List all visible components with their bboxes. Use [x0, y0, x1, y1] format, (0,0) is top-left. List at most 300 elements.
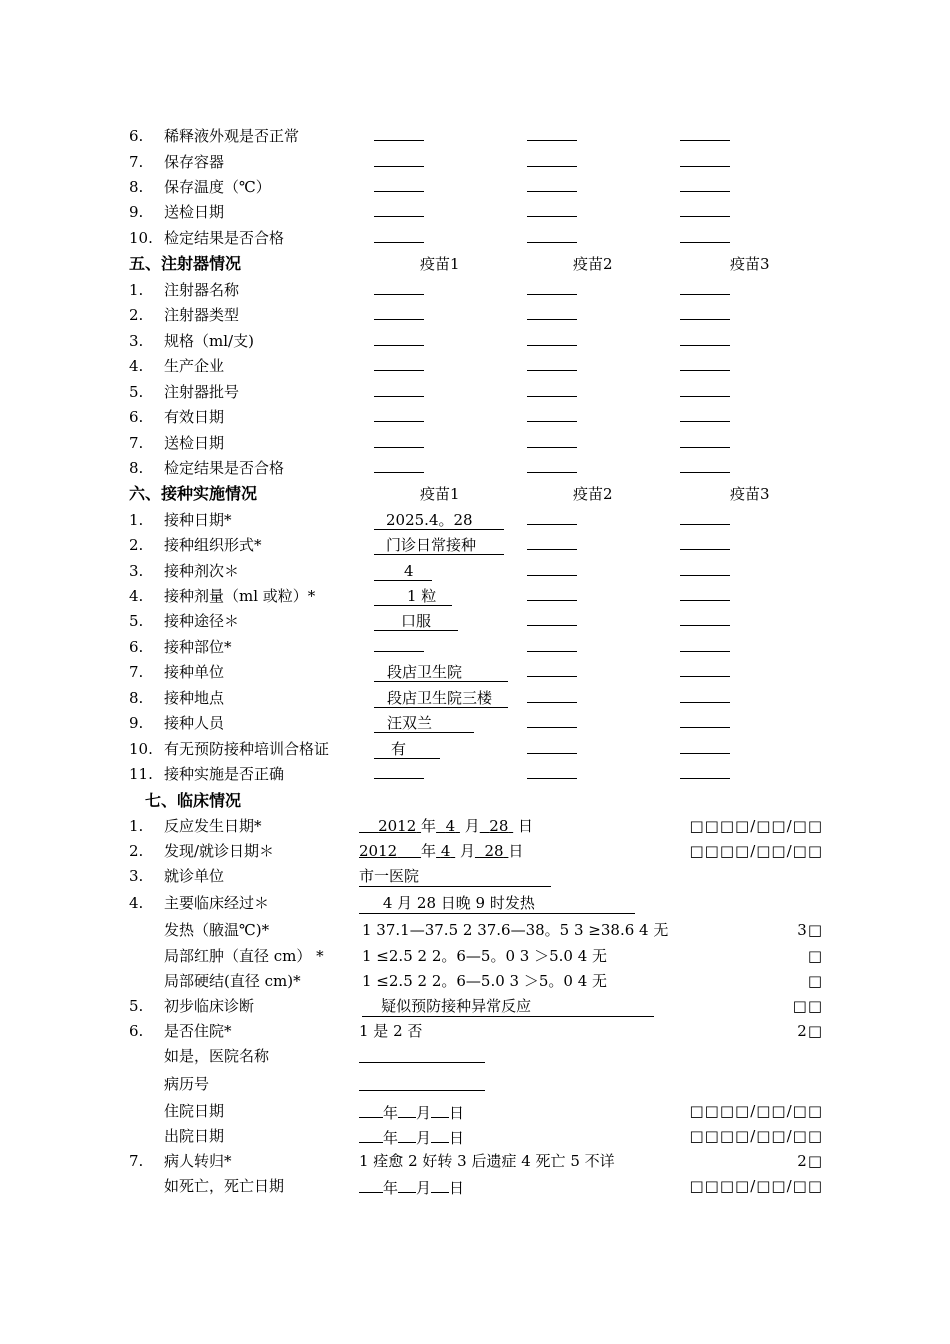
blank-line: [527, 329, 577, 346]
blank-line: [527, 508, 577, 525]
blank-line: [680, 200, 730, 217]
vaccine-1-field[interactable]: [374, 584, 452, 608]
form-row: [0, 124, 950, 148]
vaccine-2-field[interactable]: [527, 762, 577, 786]
form-row: [0, 175, 950, 199]
section-5-header: [0, 252, 950, 276]
vaccine-2-field[interactable]: [527, 175, 577, 199]
row-label: 检定结果是否合格: [164, 459, 285, 477]
section-title: 五、注射器情况: [129, 254, 242, 273]
hospital-name-field[interactable]: [359, 1044, 485, 1070]
blank-line: [374, 431, 424, 448]
blank-line: [374, 175, 424, 192]
vaccine-1-field[interactable]: [374, 124, 424, 148]
vaccine-3-field[interactable]: [680, 405, 730, 429]
vaccine-1-value: 门诊日常接种: [374, 535, 504, 555]
row-number: 7.: [129, 434, 144, 452]
blank-line: [527, 762, 577, 779]
vaccine-2-field[interactable]: [527, 609, 577, 633]
blank-line: [527, 303, 577, 320]
form-row: [0, 226, 950, 250]
vaccine-1-field[interactable]: [374, 380, 424, 404]
vaccine-2-field[interactable]: [527, 508, 577, 532]
redness-code-box[interactable]: □: [807, 947, 823, 965]
col-header-vaccine-3: 疫苗3: [730, 485, 770, 503]
blank-line: [527, 380, 577, 397]
row-number: 2.: [129, 842, 144, 860]
vaccine-1-field[interactable]: [374, 303, 424, 327]
vaccine-1-field[interactable]: [374, 635, 424, 659]
vaccine-2-field[interactable]: [527, 354, 577, 378]
row-number: 9.: [129, 203, 144, 221]
row-number: 4.: [129, 894, 144, 912]
death-date-field[interactable]: 年 月 日: [359, 1174, 464, 1200]
form-row: [0, 200, 950, 224]
row-number: 1.: [129, 511, 144, 529]
row-number: 2.: [129, 536, 144, 554]
blank-line: [680, 405, 730, 422]
vaccine-1-field[interactable]: [374, 660, 508, 684]
vaccine-3-field[interactable]: [680, 660, 730, 684]
row-label: 病人转归*: [164, 1152, 232, 1170]
row-label: 反应发生日期*: [164, 817, 262, 835]
form-row: [0, 660, 950, 684]
vaccine-1-value: 2025.4。28: [374, 510, 504, 530]
vaccine-2-field[interactable]: [527, 303, 577, 327]
vaccine-1-field[interactable]: [374, 329, 424, 353]
form-row: [0, 380, 950, 404]
row-number: 7.: [129, 1152, 144, 1170]
blank-line: [527, 737, 577, 754]
col-header-vaccine-3: 疫苗3: [730, 255, 770, 273]
vaccine-3-field[interactable]: [680, 711, 730, 735]
blank-line: [680, 329, 730, 346]
vaccine-1-value: 段店卫生院三楼: [374, 688, 508, 708]
diagnosis-value: 疑似预防接种异常反应: [381, 997, 532, 1015]
outcome-options: 1 痊愈 2 好转 3 后遗症 4 死亡 5 不详: [359, 1152, 615, 1170]
blank-line: [374, 226, 424, 243]
onset-date-row: [0, 814, 950, 838]
visit-date-row: [0, 839, 950, 863]
vaccine-2-field[interactable]: [527, 559, 577, 583]
blank-line: [374, 405, 424, 422]
visit-date-field[interactable]: 2012 年 4 月 28 日: [359, 842, 524, 860]
row-label: 规格（ml/支): [164, 332, 254, 350]
date-code-boxes[interactable]: □□□□/□□/□□: [689, 1177, 823, 1195]
row-number: 6.: [129, 1022, 144, 1040]
col-header-vaccine-1: 疫苗1: [420, 485, 460, 503]
row-label: 接种日期*: [164, 511, 232, 529]
form-row: [0, 303, 950, 327]
vaccine-3-field[interactable]: [680, 456, 730, 480]
date-code-boxes[interactable]: □□□□/□□/□□: [689, 842, 823, 860]
vaccine-3-field[interactable]: [680, 686, 730, 710]
vaccine-3-field[interactable]: [680, 737, 730, 761]
blank-line: [527, 635, 577, 652]
fever-options: 1 37.1—37.5 2 37.6—38。5 3 ≥38.6 4 无: [362, 921, 669, 939]
section-title: 六、接种实施情况: [129, 484, 258, 503]
vaccine-3-field[interactable]: [680, 200, 730, 224]
row-label: 保存温度（℃）: [164, 178, 271, 196]
form-row: [0, 533, 950, 557]
clinic-field[interactable]: [359, 864, 551, 888]
row-label: 保存容器: [164, 153, 225, 171]
vaccine-2-field[interactable]: [527, 278, 577, 302]
hospitalized-code-box[interactable]: 2□: [797, 1022, 823, 1040]
blank-line: [527, 686, 577, 703]
vaccine-2-field[interactable]: [527, 456, 577, 480]
vaccine-1-field[interactable]: [374, 508, 504, 532]
vaccine-1-field[interactable]: [374, 226, 424, 250]
row-number: 5.: [129, 997, 144, 1015]
blank-line: [374, 303, 424, 320]
row-label: 住院日期: [164, 1102, 225, 1120]
induration-options: 1 ≤2.5 2 2。6—5.0 3 ＞5。0 4 无: [362, 972, 608, 990]
blank-line: [527, 533, 577, 550]
hospitalized-options: 1 是 2 否: [359, 1022, 423, 1040]
vaccine-1-field[interactable]: [374, 150, 424, 174]
row-number: 4.: [129, 587, 144, 605]
blank-line: [374, 354, 424, 371]
diagnosis-code-boxes[interactable]: □□: [792, 997, 823, 1015]
blank-line: [527, 124, 577, 141]
form-row: [0, 762, 950, 786]
vaccine-3-field[interactable]: [680, 559, 730, 583]
vaccine-1-field[interactable]: [374, 456, 424, 480]
form-row: [0, 635, 950, 659]
blank-line: [680, 686, 730, 703]
blank-line: [680, 635, 730, 652]
blank-line: [527, 405, 577, 422]
vaccine-2-field[interactable]: [527, 405, 577, 429]
blank-line: [374, 635, 424, 652]
col-header-vaccine-2: 疫苗2: [573, 485, 613, 503]
row-label: 接种单位: [164, 663, 225, 681]
vaccine-2-field[interactable]: [527, 660, 577, 684]
form-row: [0, 354, 950, 378]
date-code-boxes[interactable]: □□□□/□□/□□: [689, 1102, 823, 1120]
vaccine-1-field[interactable]: [374, 609, 458, 633]
blank-line: [527, 200, 577, 217]
year-value: 2012: [359, 842, 398, 860]
day-value: 28: [489, 817, 509, 835]
hospitalized-row: [0, 1019, 950, 1043]
record-number-row: [0, 1072, 950, 1096]
blank-line: [680, 278, 730, 295]
fever-row: [0, 918, 950, 942]
row-label: 注射器类型: [164, 306, 240, 324]
vaccine-1-field[interactable]: [374, 686, 508, 710]
clinical-course-value: 4 月 28 日晚 9 时发热: [382, 894, 535, 912]
vaccine-1-field[interactable]: [374, 405, 424, 429]
form-row: [0, 431, 950, 455]
row-label: 局部硬结(直径 cm)*: [164, 972, 301, 990]
row-label: 如是，医院名称: [164, 1047, 270, 1065]
induration-row: [0, 969, 950, 993]
col-header-vaccine-1: 疫苗1: [420, 255, 460, 273]
blank-line: [527, 559, 577, 576]
vaccine-3-field[interactable]: [680, 150, 730, 174]
row-label: 发热（腋温℃)*: [164, 921, 270, 939]
blank-line: [527, 609, 577, 626]
blank-line: [680, 660, 730, 677]
vaccine-3-field[interactable]: [680, 584, 730, 608]
form-row: [0, 456, 950, 480]
vaccine-2-field[interactable]: [527, 226, 577, 250]
vaccine-1-field[interactable]: [374, 431, 424, 455]
col-header-vaccine-2: 疫苗2: [573, 255, 613, 273]
date-code-boxes[interactable]: □□□□/□□/□□: [689, 817, 823, 835]
vaccine-3-field[interactable]: [680, 278, 730, 302]
blank-line: [374, 278, 424, 295]
vaccine-2-field[interactable]: [527, 329, 577, 353]
section-6-header: [0, 482, 950, 506]
vaccine-2-field[interactable]: [527, 200, 577, 224]
row-number: 7.: [129, 153, 144, 171]
month-value: 4: [445, 817, 456, 835]
vaccine-3-field[interactable]: [680, 431, 730, 455]
discharge-date-row: [0, 1124, 950, 1148]
row-number: 5.: [129, 612, 144, 630]
row-number: 6.: [129, 127, 144, 145]
vaccine-1-field[interactable]: [374, 354, 424, 378]
blank-line: [527, 226, 577, 243]
row-label: 检定结果是否合格: [164, 229, 285, 247]
row-label: 注射器名称: [164, 281, 240, 299]
vaccine-2-field[interactable]: [527, 533, 577, 557]
blank-line: [527, 584, 577, 601]
diagnosis-row: [0, 994, 950, 1018]
row-number: 9.: [129, 714, 144, 732]
blank-line: [527, 431, 577, 448]
blank-line: [374, 150, 424, 167]
blank-line: [680, 226, 730, 243]
form-row: [0, 686, 950, 710]
vaccine-1-field[interactable]: [374, 200, 424, 224]
row-number: 11.: [129, 765, 153, 783]
blank-line: [527, 354, 577, 371]
blank-line: [680, 175, 730, 192]
row-number: 2.: [129, 306, 144, 324]
vaccine-1-value: 1 粒: [374, 586, 452, 606]
blank-line: [527, 278, 577, 295]
row-label: 如死亡，死亡日期: [164, 1177, 285, 1195]
vaccine-3-field[interactable]: [680, 635, 730, 659]
outcome-code-box[interactable]: 2□: [797, 1152, 823, 1170]
discharge-date-field[interactable]: 年 月 日: [359, 1124, 464, 1150]
admission-date-row: [0, 1099, 950, 1123]
vaccine-2-field[interactable]: [527, 380, 577, 404]
row-label: 接种途径＊: [164, 612, 240, 630]
vaccine-1-value: 有: [374, 739, 440, 759]
clinical-course-field[interactable]: [359, 891, 635, 915]
row-label: 接种剂量（ml 或粒）*: [164, 587, 316, 605]
form-row: [0, 329, 950, 353]
row-label: 接种部位*: [164, 638, 232, 656]
form-row: [0, 278, 950, 302]
vaccine-3-field[interactable]: [680, 329, 730, 353]
blank-line: [527, 711, 577, 728]
blank-line: [680, 456, 730, 473]
vaccine-3-field[interactable]: [680, 762, 730, 786]
row-label: 稀释液外观是否正常: [164, 127, 300, 145]
row-label: 接种组织形式*: [164, 536, 262, 554]
blank-line: [374, 329, 424, 346]
row-number: 6.: [129, 638, 144, 656]
row-label: 送检日期: [164, 203, 225, 221]
blank-line: [680, 737, 730, 754]
row-label: 接种人员: [164, 714, 225, 732]
row-number: 3.: [129, 332, 144, 350]
vaccine-1-value: 段店卫生院: [374, 662, 508, 682]
blank-line: [374, 380, 424, 397]
blank-line: [374, 200, 424, 217]
row-label: 发现/就诊日期＊: [164, 842, 275, 860]
hospital-name-row: [0, 1044, 950, 1068]
blank-line: [680, 508, 730, 525]
row-number: 1.: [129, 817, 144, 835]
row-label: 就诊单位: [164, 867, 225, 885]
vaccine-1-value: 汪双兰: [374, 713, 474, 733]
record-number-field[interactable]: [359, 1072, 485, 1098]
outcome-row: [0, 1149, 950, 1173]
blank-line: [680, 762, 730, 779]
row-label: 病历号: [164, 1075, 210, 1093]
row-number: 8.: [129, 459, 144, 477]
vaccine-3-field[interactable]: [680, 175, 730, 199]
redness-row: [0, 944, 950, 968]
vaccine-2-field[interactable]: [527, 737, 577, 761]
row-number: 10.: [129, 229, 153, 247]
row-label: 有效日期: [164, 408, 225, 426]
vaccine-2-field[interactable]: [527, 431, 577, 455]
clinic-value: 市一医院: [359, 866, 551, 887]
row-label: 生产企业: [164, 357, 225, 375]
blank-line: [680, 150, 730, 167]
blank-line: [680, 124, 730, 141]
vaccine-3-field[interactable]: [680, 380, 730, 404]
section-7-header: [0, 789, 950, 813]
vaccine-1-value: 口服: [374, 611, 458, 631]
row-label: 送检日期: [164, 434, 225, 452]
clinical-course-row: [0, 891, 950, 915]
row-label: 是否住院*: [164, 1022, 232, 1040]
vaccine-3-field[interactable]: [680, 226, 730, 250]
vaccine-2-field[interactable]: [527, 150, 577, 174]
row-label: 接种地点: [164, 689, 225, 707]
row-number: 1.: [129, 281, 144, 299]
blank-line: [374, 124, 424, 141]
row-label: 接种实施是否正确: [164, 765, 285, 783]
vaccine-1-field[interactable]: [374, 711, 474, 735]
row-label: 初步临床诊断: [164, 997, 255, 1015]
section-title: 七、临床情况: [145, 791, 242, 810]
blank-line: [680, 303, 730, 320]
vaccine-1-field[interactable]: [374, 559, 432, 583]
blank-line: [527, 175, 577, 192]
induration-code-box[interactable]: □: [807, 972, 823, 990]
blank-line: [680, 711, 730, 728]
vaccine-3-field[interactable]: [680, 124, 730, 148]
form-row: [0, 609, 950, 633]
blank-line: [527, 150, 577, 167]
clinic-row: [0, 864, 950, 888]
form-row: [0, 405, 950, 429]
form-row: [0, 508, 950, 532]
row-number: 3.: [129, 562, 144, 580]
date-code-boxes[interactable]: □□□□/□□/□□: [689, 1127, 823, 1145]
blank-line: [680, 584, 730, 601]
vaccine-1-field[interactable]: [374, 762, 424, 786]
form-row: [0, 584, 950, 608]
blank-line: [680, 559, 730, 576]
row-label: 主要临床经过＊: [164, 894, 270, 912]
day-value: 28: [484, 842, 504, 860]
vaccine-1-field[interactable]: [374, 737, 440, 761]
vaccine-3-field[interactable]: [680, 354, 730, 378]
row-number: 4.: [129, 357, 144, 375]
row-number: 7.: [129, 663, 144, 681]
vaccine-1-value: 4: [374, 561, 432, 581]
row-number: 10.: [129, 740, 153, 758]
vaccine-2-field[interactable]: [527, 584, 577, 608]
row-number: 8.: [129, 689, 144, 707]
year-value: 2012: [378, 817, 417, 835]
vaccine-2-field[interactable]: [527, 124, 577, 148]
row-label: 注射器批号: [164, 383, 240, 401]
form-row: [0, 150, 950, 174]
blank-line: [680, 431, 730, 448]
vaccine-2-field[interactable]: [527, 686, 577, 710]
form-row: [0, 559, 950, 583]
blank-line: [527, 660, 577, 677]
blank-line: [680, 533, 730, 550]
form-row: [0, 737, 950, 761]
row-label: 出院日期: [164, 1127, 225, 1145]
fever-code-box[interactable]: 3□: [797, 921, 823, 939]
form-row: [0, 711, 950, 735]
vaccine-1-field[interactable]: [374, 175, 424, 199]
row-label: 有无预防接种培训合格证: [164, 740, 330, 758]
blank-line: [680, 380, 730, 397]
vaccine-2-field[interactable]: [527, 711, 577, 735]
blank-line: [374, 762, 424, 779]
blank-line: [680, 354, 730, 371]
vaccine-3-field[interactable]: [680, 533, 730, 557]
row-number: 8.: [129, 178, 144, 196]
blank-line: [680, 609, 730, 626]
row-number: 5.: [129, 383, 144, 401]
vaccine-3-field[interactable]: [680, 508, 730, 532]
vaccine-3-field[interactable]: [680, 303, 730, 327]
row-number: 6.: [129, 408, 144, 426]
redness-options: 1 ≤2.5 2 2。6—5。0 3 ＞5.0 4 无: [362, 947, 608, 965]
row-label: 接种剂次＊: [164, 562, 240, 580]
row-label: 局部红肿（直径 cm） *: [164, 947, 324, 965]
blank-line: [374, 456, 424, 473]
blank-line: [527, 456, 577, 473]
admission-date-field[interactable]: 年 月 日: [359, 1099, 464, 1125]
row-number: 3.: [129, 867, 144, 885]
onset-date-field[interactable]: 2012 年 4 月 28 日: [378, 817, 533, 835]
vaccine-1-field[interactable]: [374, 278, 424, 302]
diagnosis-field[interactable]: [362, 994, 654, 1018]
month-value: 4: [440, 842, 451, 860]
vaccine-1-field[interactable]: [374, 533, 504, 557]
vaccine-3-field[interactable]: [680, 609, 730, 633]
vaccine-2-field[interactable]: [527, 635, 577, 659]
death-date-row: [0, 1174, 950, 1198]
